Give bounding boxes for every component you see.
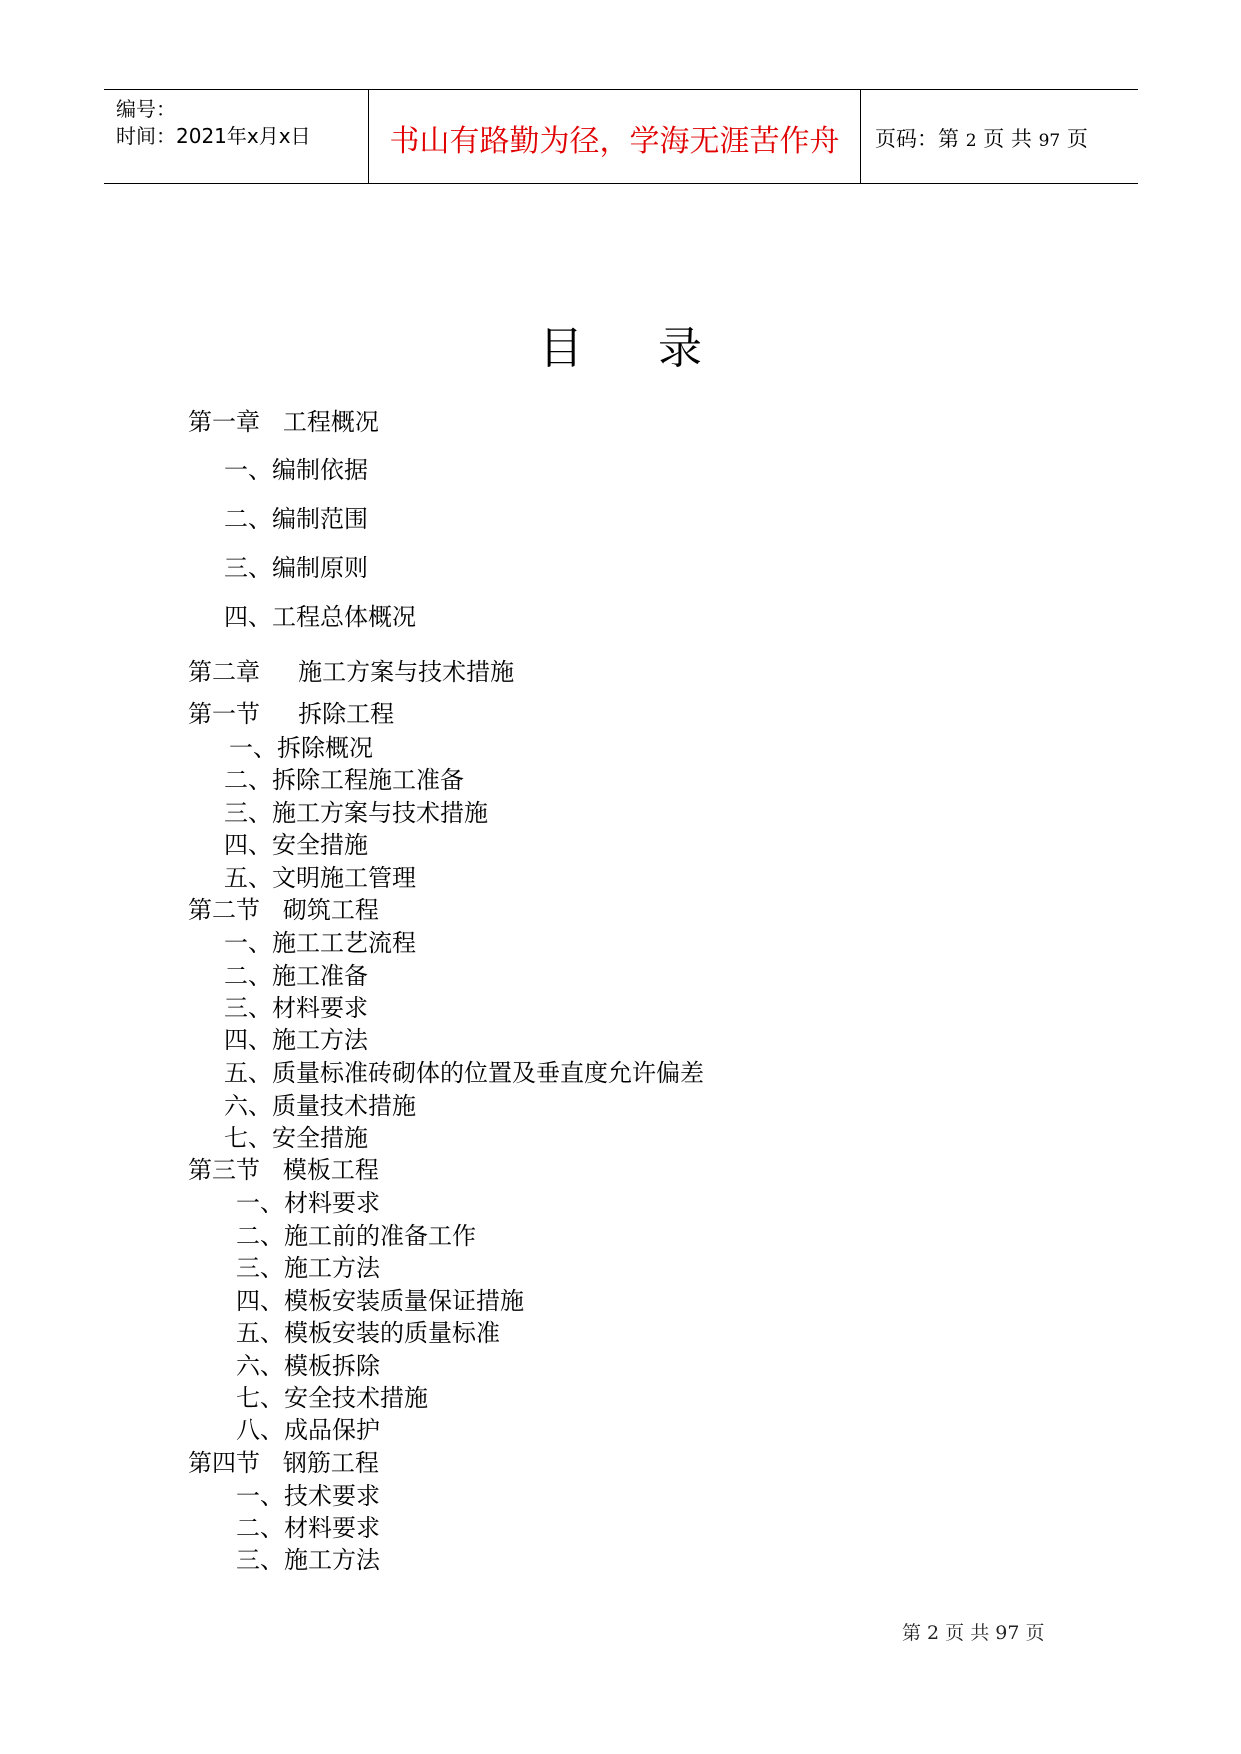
toc-item[interactable]: 二、拆除工程施工准备 <box>224 766 464 794</box>
toc-item[interactable]: 二、材料要求 <box>236 1514 380 1542</box>
toc-item[interactable]: 三、材料要求 <box>224 994 368 1022</box>
toc-item[interactable]: 一、施工工艺流程 <box>224 929 416 957</box>
toc-item[interactable]: 三、编制原则 <box>224 554 368 582</box>
toc-item[interactable]: 四、安全措施 <box>224 831 368 859</box>
toc-item[interactable]: 六、质量技术措施 <box>224 1092 416 1120</box>
toc-item[interactable]: 一、拆除概况 <box>229 734 373 762</box>
toc-item[interactable]: 三、施工方案与技术措施 <box>224 799 488 827</box>
toc-chapter[interactable]: 第二章 施工方案与技术措施 <box>188 658 515 686</box>
toc-item[interactable]: 一、编制依据 <box>224 456 368 484</box>
page-current: 2 <box>965 131 977 151</box>
toc-item[interactable]: 五、模板安装的质量标准 <box>236 1319 500 1347</box>
page-footer-number: 第 2 页 共 97 页 <box>902 1622 1045 1644</box>
toc-item[interactable]: 一、材料要求 <box>236 1189 380 1217</box>
toc-chapter[interactable]: 第一章 工程概况 <box>188 408 379 436</box>
toc-item[interactable]: 二、施工前的准备工作 <box>236 1222 476 1250</box>
toc-item[interactable]: 二、编制范围 <box>224 505 368 533</box>
toc-item[interactable]: 六、模板拆除 <box>236 1352 380 1380</box>
page-total: 97 <box>1038 131 1061 151</box>
toc-item[interactable]: 三、施工方法 <box>236 1546 380 1574</box>
page-title: 目录 <box>539 323 777 374</box>
toc-item[interactable]: 五、质量标准砖砌体的位置及垂直度允许偏差 <box>224 1059 704 1087</box>
page-label-suffix: 页 <box>1066 127 1088 151</box>
document-number-label: 编号： <box>116 97 176 121</box>
toc-item[interactable]: 二、施工准备 <box>224 962 368 990</box>
toc-item[interactable]: 四、模板安装质量保证措施 <box>236 1287 524 1315</box>
document-time-label: 时间：2021年x月x日 <box>116 124 311 148</box>
page-label-mid: 页 共 <box>983 127 1032 151</box>
toc-item[interactable]: 五、文明施工管理 <box>224 864 416 892</box>
motto-text: 书山有路勤为径，学海无涯苦作舟 <box>389 124 840 159</box>
toc-section[interactable]: 第四节 钢筋工程 <box>188 1449 379 1477</box>
toc-section[interactable]: 第一节 拆除工程 <box>188 700 395 728</box>
toc-section[interactable]: 第二节 砌筑工程 <box>188 896 379 924</box>
toc-item[interactable]: 四、工程总体概况 <box>224 603 416 631</box>
page-label-prefix: 页码：第 <box>875 127 959 151</box>
toc-item[interactable]: 四、施工方法 <box>224 1026 368 1054</box>
toc-item[interactable]: 一、技术要求 <box>236 1482 380 1510</box>
toc-section[interactable]: 第三节 模板工程 <box>188 1156 379 1184</box>
toc-item[interactable]: 三、施工方法 <box>236 1254 380 1282</box>
toc-item[interactable]: 七、安全技术措施 <box>236 1384 428 1412</box>
toc-item[interactable]: 七、安全措施 <box>224 1124 368 1152</box>
toc-item[interactable]: 八、成品保护 <box>236 1416 380 1444</box>
